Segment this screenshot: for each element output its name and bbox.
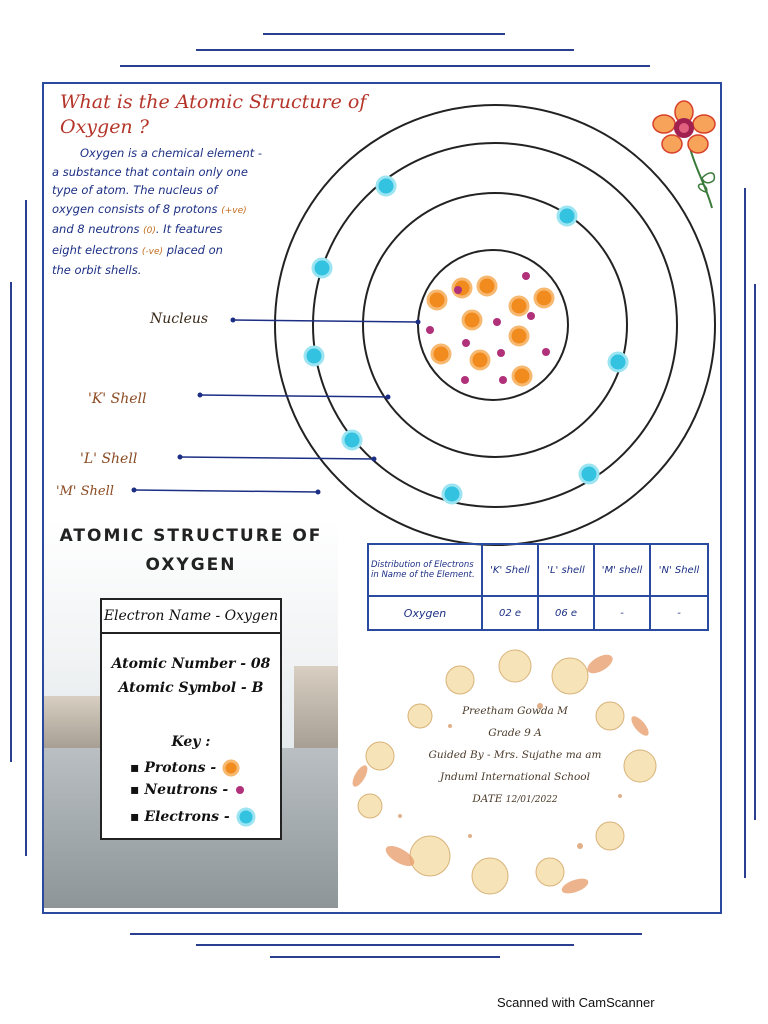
table-header-cell: 'L' shell [538,544,594,596]
m-shell-label: 'M' Shell [56,484,114,499]
key-heading: Key : [171,734,211,750]
desc-line: the orbit shells. [52,263,142,277]
electron [609,353,627,371]
student-grade: Grade 9 A [488,727,542,739]
table-header-cell: 'K' Shell [482,544,538,596]
atomic-number: Atomic Number - 08 [111,656,271,672]
poster-title [44,522,338,580]
key-protons: ▪ Protons - [130,758,241,778]
proton [463,311,481,329]
table-header-cell: 'N' Shell [650,544,708,596]
protons [428,277,553,385]
key-neutrons-label: Neutrons - [144,782,229,798]
key-electrons: ▪ Electrons - [130,806,257,828]
poster-title-line: OXYGEN [145,555,237,575]
table-cell: Oxygen [368,596,482,630]
desc-text: placed on [163,242,223,257]
neutron [426,326,434,334]
electron [443,485,461,503]
nucleus-pointer-line [233,320,418,322]
proton [478,277,496,295]
electron [377,177,395,195]
electron-key-icon [235,806,257,828]
guided-by: Guided By - Mrs. Sujathe ma am [428,749,602,761]
proton [513,367,531,385]
key-protons-label: Protons - [144,760,217,776]
key-neutrons: ▪ Neutrons - [130,782,247,798]
proton [432,345,450,363]
neutron [493,318,501,326]
neutron [461,376,469,384]
proton [428,291,446,309]
neutron-key-icon [233,783,247,797]
neutron [522,272,530,280]
k-shell-label: 'K' Shell [88,391,147,407]
neutron [497,349,505,357]
element-info-card [100,598,282,840]
electron [343,431,361,449]
proton [471,351,489,369]
k-shell-pointer-line [200,395,388,397]
l-shell-label: 'L' Shell [80,451,138,467]
electron [558,207,576,225]
nucleus-label: Nucleus [150,311,209,327]
date-label: DATE [472,793,503,805]
neutron [499,376,507,384]
electron [313,259,331,277]
key-electrons-label: Electrons - [144,809,230,825]
table-row [368,596,708,630]
proton [535,289,553,307]
neutron [542,348,550,356]
page-title: What is the Atomic Structure of Oxygen ? [60,91,367,138]
proton [510,327,528,345]
desc-line: a substance that contain only one [52,164,248,179]
neutrons-charge: (0) [143,226,156,236]
table-header-cell: 'M' shell [594,544,650,596]
neutron [454,286,462,294]
table-cell: 06 e [538,596,594,630]
poster-title-line: ATOMIC STRUCTURE OF [59,526,323,546]
scanner-watermark: Scanned with CamScanner [497,995,655,1010]
date-line [390,788,640,811]
poster-hill-right [294,666,338,748]
school-name: Jnduml International School [440,771,590,783]
desc-text: and 8 neutrons [52,222,140,236]
proton [510,297,528,315]
neutron [527,312,535,320]
electron-distribution-table [367,543,709,631]
credits-block [390,700,640,811]
electrons-charge: (-ve) [141,246,164,257]
date-value: 12/01/2022 [505,795,558,805]
electron [305,347,323,365]
desc-text: eight electrons [52,242,139,257]
student-name: Preetham Gowda M [462,705,568,717]
table-cell: - [594,596,650,630]
poster-hill-left [44,696,104,748]
atomic-symbol: Atomic Symbol - B [118,680,264,696]
desc-line: type of atom. The nucleus of [52,183,218,197]
proton-key-icon [221,758,241,778]
nucleus-boundary [418,250,568,400]
protons-charge: (+ve) [221,205,247,216]
desc-line: Oxygen is a chemical element - [80,146,263,160]
card-divider [102,632,280,634]
table-cell: - [650,596,708,630]
neutron [462,339,470,347]
card-heading: Electron Name - Oxygen [103,608,279,624]
table-header-cell: Distribution of Electrons in Name of the Element. [368,544,482,596]
table-header-row [368,544,708,596]
electron [580,465,598,483]
table-cell: 02 e [482,596,538,630]
m-shell-pointer-line [134,490,318,492]
desc-text: . It features [155,222,223,236]
desc-text: oxygen consists of 8 protons [52,201,218,216]
l-shell-pointer-line [180,457,374,459]
